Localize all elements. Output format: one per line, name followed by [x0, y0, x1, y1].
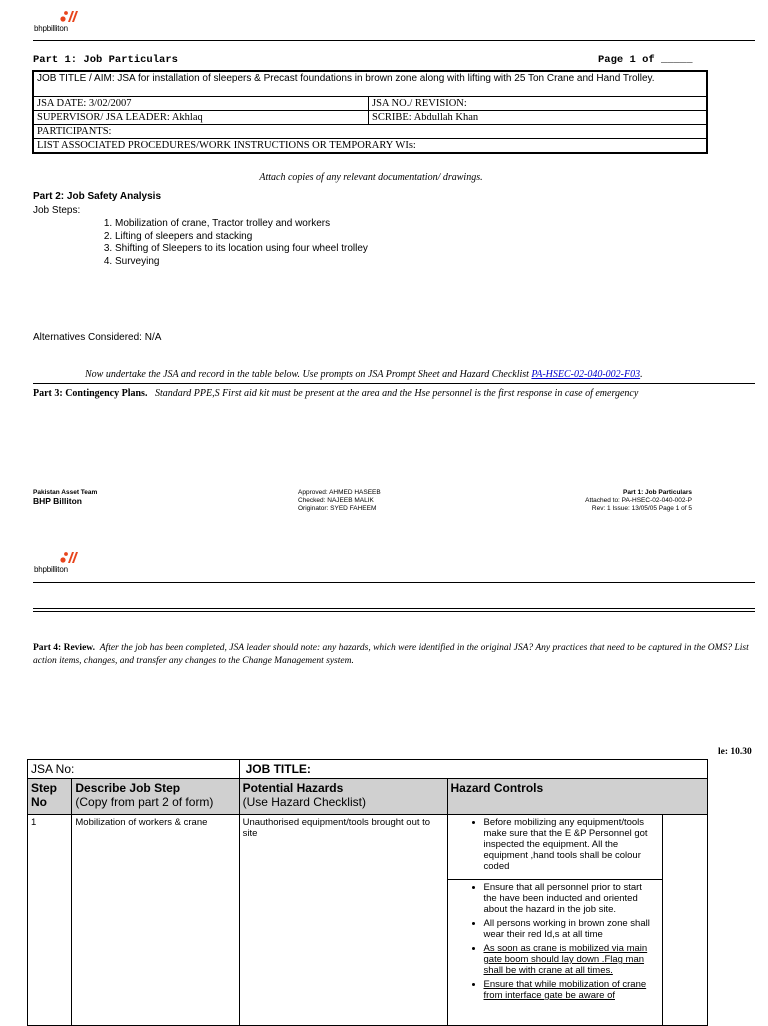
participants-cell: PARTICIPANTS:: [33, 125, 707, 139]
step-no-header: Step No: [28, 779, 72, 815]
hazards-header-title: Potential Hazards: [242, 781, 344, 795]
describe-header-title: Describe Job Step: [75, 781, 181, 795]
scribe-cell: SCRIBE: Abdullah Khan: [369, 111, 708, 125]
procedures-cell: LIST ASSOCIATED PROCEDURES/WORK INSTRUCTIONS OR TEMPORARY WIs:: [33, 139, 707, 154]
jsa-table: [27, 759, 708, 1026]
part4-heading: Part 4: Review.: [33, 643, 95, 653]
jsa-no-label: JSA No:: [28, 760, 240, 779]
step-hazard: Unauthorised equipment/tools brought out to site: [239, 815, 447, 1026]
jsa-no-cell: JSA NO./ REVISION:: [369, 97, 708, 111]
footer-approved: Approved: AHMED HASEEB: [298, 489, 381, 496]
footer-rev: Rev: 1 Issue: 13/05/05 Page 1 of 5: [591, 505, 692, 512]
job-step-item: 3. Shifting of Sleepers to its location using four wheel trolley: [115, 243, 368, 256]
alternatives-considered: Alternatives Considered: N/A: [33, 332, 162, 343]
jsa-date-cell: JSA DATE: 3/02/2007: [33, 97, 369, 111]
footer-originator: Originator: SYED FAHEEM: [298, 505, 377, 512]
control-item: • All persons working in brown zone shall wear their red Id,s at all time: [484, 918, 659, 940]
describe-header: [72, 779, 239, 815]
footer-team: Pakistan Asset Team: [33, 489, 98, 496]
part3-rule: [33, 383, 755, 384]
brand-name: bhpbilliton: [34, 24, 68, 33]
part3-section: [33, 388, 638, 399]
header-rule: [33, 40, 755, 41]
controls-cell-b: [447, 880, 662, 1026]
undertake-note: [85, 369, 643, 380]
bhp-logo-mark-icon: [58, 10, 80, 24]
footer-attached: Attached to: PA-HSEC-02-040-002-P: [585, 497, 692, 504]
control-item: • Ensure that while mobilization of crane from interface gate be aware of: [484, 979, 659, 1001]
page-label: Page 1 of _____: [598, 54, 693, 66]
control-item: • Ensure that all personnel prior to start the have been inducted and oriented about the hazard in the job site.: [484, 882, 659, 915]
step-number: 1: [28, 815, 72, 1026]
hazard-checklist-link[interactable]: PA-HSEC-02-040-002-F03: [531, 369, 641, 380]
controls-list-b: [451, 882, 659, 1001]
supervisor-cell: SUPERVISOR/ JSA LEADER: Akhlaq: [33, 111, 369, 125]
bhp-logo-page2: [34, 551, 94, 579]
step-description: Mobilization of workers & crane: [72, 815, 239, 1026]
job-particulars-table: [32, 70, 708, 154]
bhp-logo: [34, 10, 94, 38]
bhp-logo-mark-icon: [58, 551, 80, 565]
job-title-cell: JOB TITLE / AIM: JSA for installation of sleepers & Precast foundations in brown zone along with lifting with 25 Ton Crane and Hand Trolley.: [33, 71, 707, 97]
footer-approvals: [298, 489, 381, 513]
page2-rule-top: [33, 582, 755, 583]
page2-rule-a: [33, 608, 755, 609]
controls-cell-a: [447, 815, 662, 880]
controls-list-a: [451, 817, 659, 872]
hazards-header: [239, 779, 447, 815]
footer-checked: Checked: NAJEEB MALIK: [298, 497, 374, 504]
describe-header-sub: (Copy from part 2 of form): [75, 795, 214, 809]
part4-text: After the job has been completed, JSA leader should note: any hazards, which were identified in the original JSA? Any practices that need to be captured in the OMS? List action items, changes, and transfer any changes to the Change Management system.: [33, 643, 749, 666]
part3-heading: Part 3: Contingency Plans.: [33, 388, 148, 399]
table-gutter: [662, 815, 707, 1026]
job-title-label: JOB TITLE:: [239, 760, 707, 779]
undertake-text: Now undertake the JSA and record in the table below. Use prompts on JSA Prompt Sheet and Hazard Checklist: [85, 369, 532, 380]
part3-text: Standard PPE,S First aid kit must be present at the area and the Hse personnel is the first response in case of emergency: [154, 388, 639, 399]
side-label: le: 10.30: [718, 747, 752, 757]
job-step-item: 1. Mobilization of crane, Tractor trolley and workers: [115, 218, 368, 231]
brand-name: bhpbilliton: [34, 565, 68, 574]
control-item: • As soon as crane is mobilized via main gate boom should lay down .Flag man shall be with crane at all times.: [484, 943, 659, 976]
controls-header: Hazard Controls: [447, 779, 708, 815]
job-steps-label: Job Steps:: [33, 205, 81, 216]
footer-part: Part 1: Job Particulars: [623, 489, 692, 496]
attach-note: Attach copies of any relevant documentation/ drawings.: [259, 172, 483, 183]
footer-left: [33, 489, 97, 505]
job-step-item: 2. Lifting of sleepers and stacking: [115, 231, 368, 244]
footer-right: [585, 489, 692, 513]
undertake-end: .: [640, 369, 643, 380]
control-item: • Before mobilizing any equipment/tools make sure that the E &P Personnel got inspected the equipment. All the equipment ,hand tools shall be colour coded: [484, 817, 659, 872]
hazards-header-sub: (Use Hazard Checklist): [242, 795, 366, 809]
part1-heading: Part 1: Job Particulars: [33, 54, 178, 66]
part4-section: [33, 642, 749, 668]
job-step-item: 4. Surveying: [115, 256, 368, 269]
part2-heading: Part 2: Job Safety Analysis: [33, 191, 162, 202]
footer-company: BHP Billiton: [33, 496, 82, 506]
page2-rule-b: [33, 611, 755, 612]
job-steps-list: [97, 218, 368, 268]
